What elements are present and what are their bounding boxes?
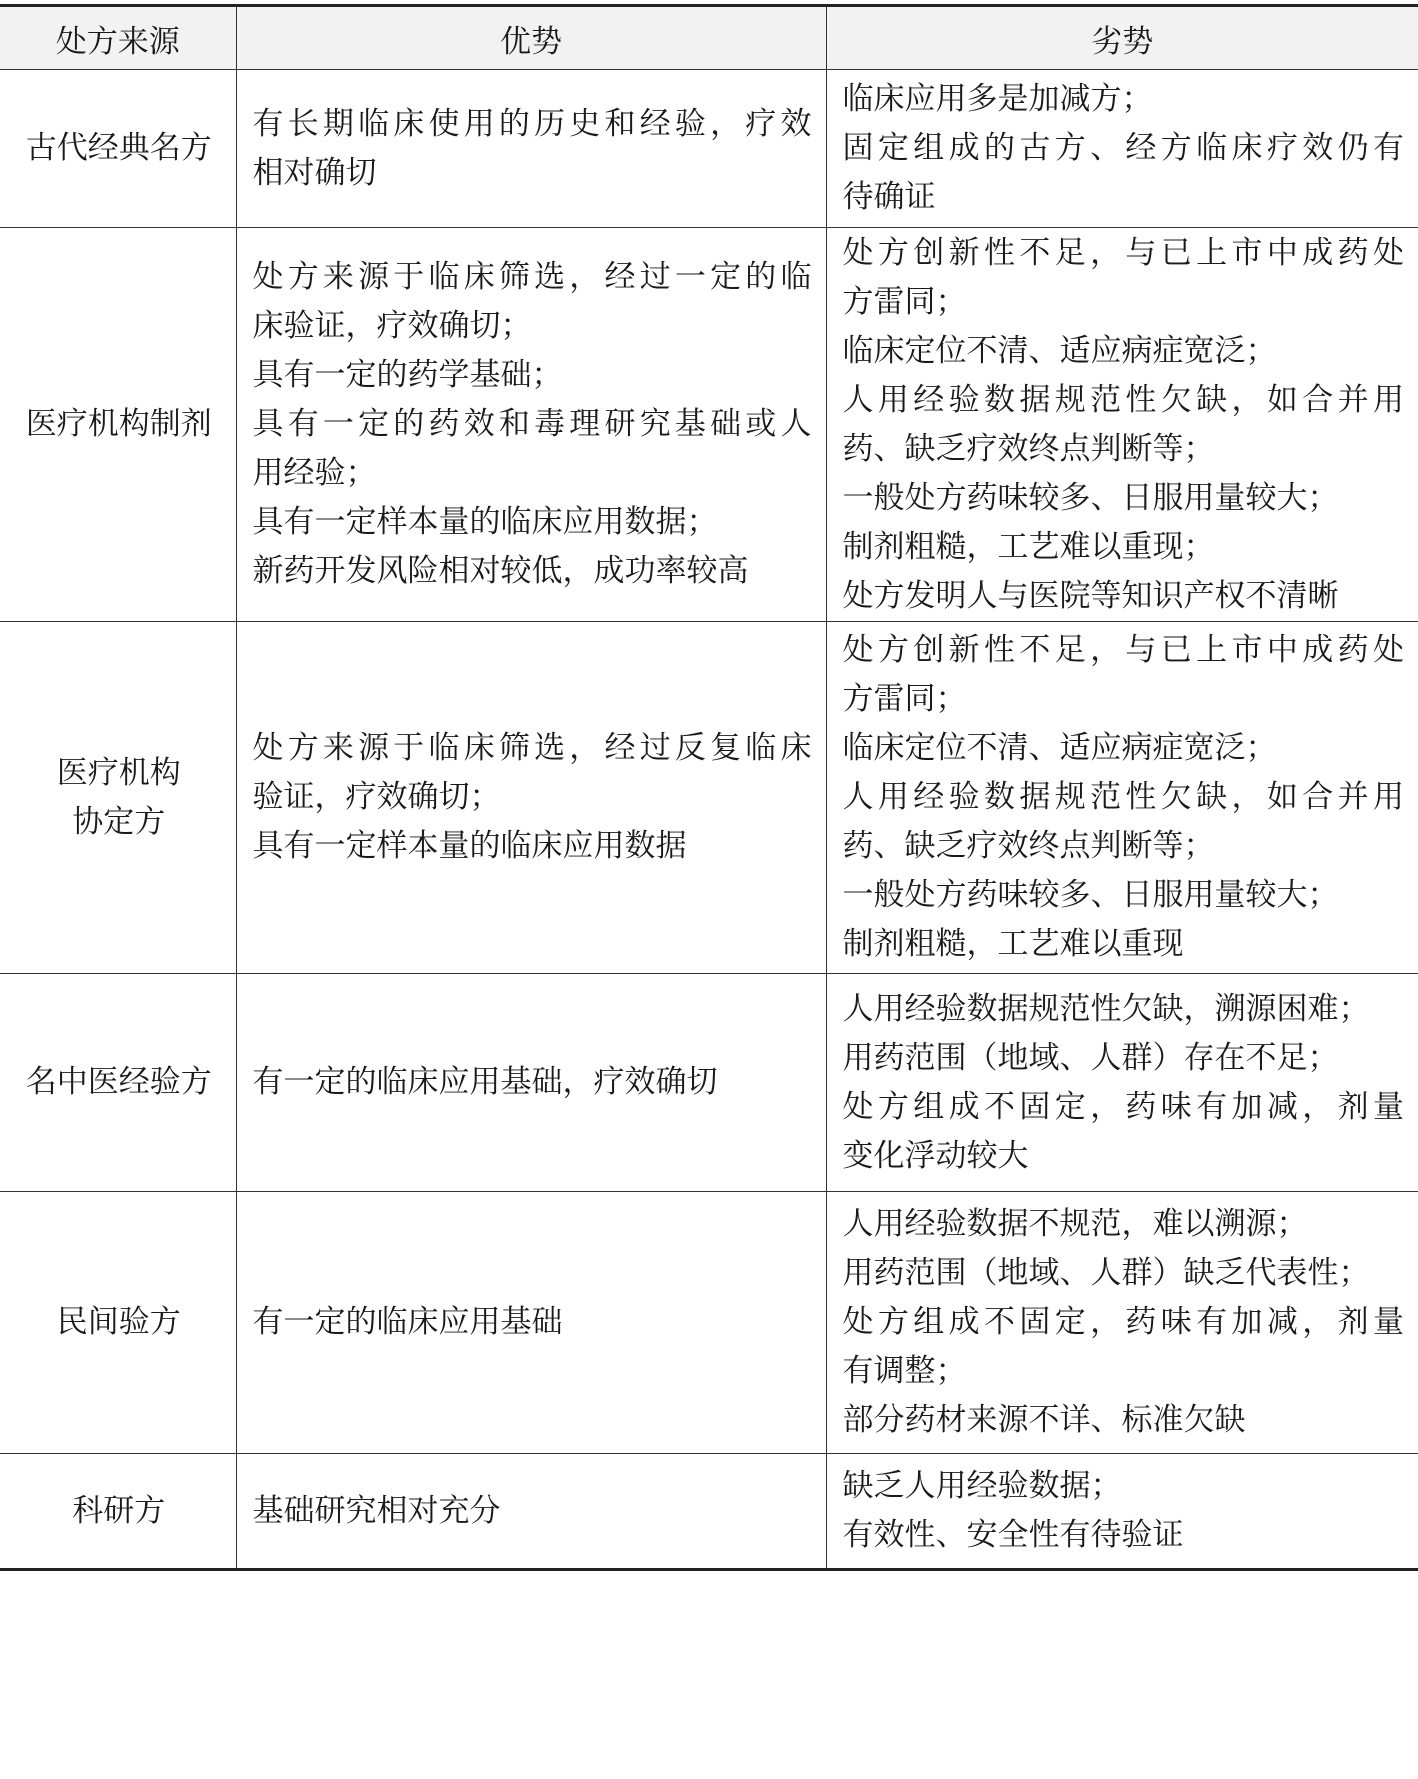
table-row (0, 1454, 1418, 1570)
disadvantages-cell-line: 人用经验数据规范性欠缺，如合并用 (842, 381, 1404, 418)
advantages-cell-line: 基础研究相对充分 (252, 1492, 501, 1529)
advantages-cell-line: 有一定的临床应用基础 (252, 1304, 563, 1340)
prescription-source-table-container (0, 4, 1418, 1571)
disadvantages-cell-line: 制剂粗糙，工艺难以重现 (842, 926, 1184, 962)
header-advantages: 优势 (236, 6, 826, 70)
disadvantages-cell (826, 1192, 1418, 1454)
disadvantages-cell-line: 用药范围（地域、人群）缺乏代表性； (842, 1255, 1370, 1291)
disadvantages-cell-line: 临床定位不清、适应病症宽泛； (842, 332, 1277, 369)
source-cell-line: 医疗机构制剂 (25, 406, 212, 442)
disadvantages-cell (826, 622, 1418, 974)
advantages-cell (236, 622, 826, 974)
advantages-cell-line: 用经验； (252, 455, 377, 491)
disadvantages-cell-line: 用药范围（地域、人群）存在不足； (842, 1039, 1339, 1076)
disadvantages-cell-line: 待确证 (842, 179, 936, 215)
header-disadvantages: 劣势 (826, 6, 1418, 70)
disadvantages-cell-line: 处方组成不固定，药味有加减，剂量 (842, 1304, 1404, 1340)
advantages-cell-line: 相对确切 (252, 154, 377, 191)
disadvantages-cell-line: 变化浮动较大 (842, 1137, 1029, 1174)
advantages-cell-line: 有一定的临床应用基础，疗效确切 (252, 1064, 718, 1100)
source-cell-line: 协定方 (72, 803, 166, 840)
advantages-cell-line: 具有一定的药学基础； (252, 357, 563, 393)
source-cell (0, 1192, 236, 1454)
disadvantages-cell-line: 处方组成不固定，药味有加减，剂量 (842, 1088, 1404, 1125)
table-row (0, 70, 1418, 228)
source-cell (0, 622, 236, 974)
disadvantages-cell-line: 药、缺乏疗效终点判断等； (842, 828, 1215, 864)
advantages-cell-line: 具有一定样本量的临床应用数据 (252, 828, 687, 864)
disadvantages-cell-line: 方雷同； (842, 681, 967, 717)
advantages-cell-line: 具有一定样本量的临床应用数据； (252, 504, 718, 540)
advantages-cell-line: 有长期临床使用的历史和经验，疗效 (252, 105, 812, 142)
advantages-cell-line: 床验证，疗效确切； (252, 308, 532, 344)
source-cell-line: 名中医经验方 (25, 1064, 212, 1100)
advantages-cell (236, 1454, 826, 1570)
prescription-source-table (0, 4, 1418, 1571)
disadvantages-cell-line: 临床应用多是加减方； (842, 81, 1153, 117)
advantages-cell-line: 处方来源于临床筛选，经过一定的临 (252, 259, 812, 295)
source-cell (0, 228, 236, 622)
advantages-cell-line: 新药开发风险相对较低，成功率较高 (252, 553, 749, 589)
disadvantages-cell-line: 一般处方药味较多、日服用量较大； (842, 479, 1339, 516)
advantages-cell (236, 228, 826, 622)
disadvantages-cell-line: 有调整； (842, 1353, 967, 1389)
advantages-cell (236, 974, 826, 1192)
source-cell (0, 70, 236, 228)
advantages-cell (236, 1192, 826, 1454)
disadvantages-cell-line: 缺乏人用经验数据； (842, 1468, 1122, 1504)
disadvantages-cell-line: 处方发明人与医院等知识产权不清晰 (842, 577, 1339, 614)
disadvantages-cell-line: 人用经验数据规范性欠缺，如合并用 (842, 779, 1404, 815)
advantages-cell-line: 验证，疗效确切； (252, 779, 501, 815)
disadvantages-cell-line: 处方创新性不足，与已上市中成药处 (842, 234, 1404, 271)
source-cell-line: 民间验方 (56, 1304, 181, 1340)
disadvantages-cell (826, 70, 1418, 228)
table-row (0, 1192, 1418, 1454)
disadvantages-cell-line: 有效性、安全性有待验证 (842, 1517, 1184, 1553)
source-cell (0, 1454, 236, 1570)
disadvantages-cell-line: 临床定位不清、适应病症宽泛； (842, 730, 1277, 766)
table-body (0, 70, 1418, 1570)
advantages-cell-line: 处方来源于临床筛选，经过反复临床 (252, 730, 812, 766)
table-row (0, 974, 1418, 1192)
disadvantages-cell-line: 固定组成的古方、经方临床疗效仍有 (842, 130, 1404, 166)
disadvantages-cell-line: 方雷同； (842, 283, 967, 320)
table-row (0, 622, 1418, 974)
disadvantages-cell-line: 一般处方药味较多、日服用量较大； (842, 877, 1339, 913)
advantages-cell-line: 具有一定的药效和毒理研究基础或人 (252, 406, 812, 442)
header-source: 处方来源 (0, 6, 236, 70)
table-row (0, 228, 1418, 622)
disadvantages-cell-line: 药、缺乏疗效终点判断等； (842, 430, 1215, 467)
disadvantages-cell (826, 1454, 1418, 1570)
source-cell-line: 古代经典名方 (25, 130, 212, 166)
disadvantages-cell-line: 部分药材来源不详、标准欠缺 (842, 1402, 1246, 1438)
advantages-cell (236, 70, 826, 228)
disadvantages-cell (826, 228, 1418, 622)
source-cell (0, 974, 236, 1192)
disadvantages-cell-line: 人用经验数据规范性欠缺，溯源困难； (842, 990, 1370, 1027)
disadvantages-cell-line: 处方创新性不足，与已上市中成药处 (842, 632, 1404, 668)
disadvantages-cell-line: 制剂粗糙，工艺难以重现； (842, 528, 1215, 565)
table-header-row (0, 6, 1418, 70)
disadvantages-cell (826, 974, 1418, 1192)
source-cell-line: 医疗机构 (56, 754, 181, 791)
source-cell-line: 科研方 (72, 1492, 166, 1529)
disadvantages-cell-line: 人用经验数据不规范，难以溯源； (842, 1206, 1308, 1242)
